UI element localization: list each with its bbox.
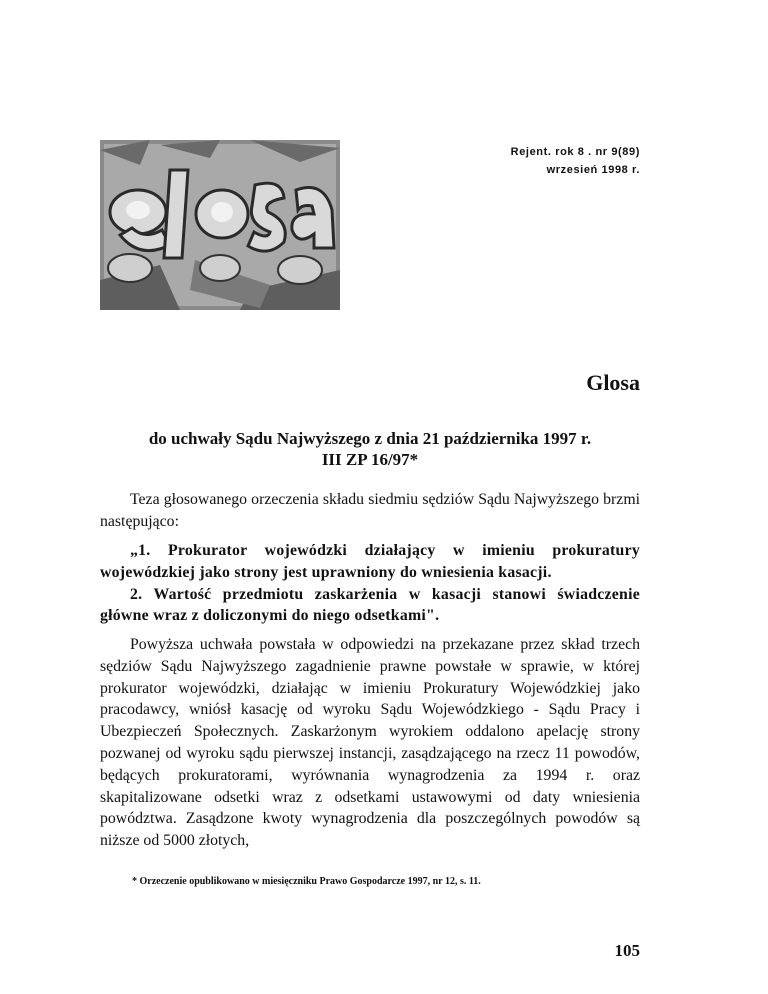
glosa-logo-image (100, 140, 340, 310)
page-number: 105 (614, 941, 640, 960)
journal-issue: Rejent. rok 8 . nr 9(89) (510, 146, 640, 158)
footnote: * Orzeczenie opublikowano w miesięczniku Prawo Gospodarcze 1997, nr 12, s. 11. (132, 876, 481, 887)
journal-date: wrzesień 1998 r. (546, 164, 640, 176)
intro-paragraph: Teza głosowanego orzeczenia składu siedmiu sędziów Sądu Najwyższego brzmi następująco: (100, 491, 640, 530)
thesis-point-1: „1. Prokurator wojewódzki działający w imieniu prokuratury wojewódzkiej jako strony jest uprawniony do wniesienia kasacji. (100, 542, 640, 581)
journal-info (511, 143, 640, 179)
thesis-block (100, 540, 640, 627)
intro-block (100, 489, 640, 533)
main-paragraph: Powyższa uchwała powstała w odpowiedzi na przekazane przez skład trzech sędziów Sądu Najwyższego zagadnienie prawne powstałe w sprawie, w której prokurator wojewódzki, działając w imieniu Prokuratury Wojewódzkiej jako pracodawcy, wniósł kasację od wyroku Sądu Wojewódzkiego - Sądu Pracy i Ubezpieczeń Społecznych. Zaskarżonym wyrokiem oddalono apelację strony pozwanej od wyroku sądu pierwszej instancji, zasądzającego na rzecz 11 powodów, będących prokuratorami, wyrównania wynagrodzenia za 1994 r. oraz skapitalizowane odsetki wraz z odsetkami ustawowymi od daty wniesienia powództwa. Zasądzone kwoty wynagrodzenia dla poszczególnych powodów są niższe od 5000 złotych, (100, 636, 640, 850)
subtitle-line-2: III ZP 16/97* (321, 450, 419, 469)
page-title: Glosa (586, 370, 640, 395)
thesis-point-2: 2. Wartość przedmiotu zaskarżenia w kasacji stanowi świadczenie główne wraz z doliczonymi do niego odsetkami". (100, 585, 640, 625)
subtitle (100, 428, 640, 470)
main-block (100, 634, 640, 852)
subtitle-line-1: do uchwały Sądu Najwyższego z dnia 21 października 1997 r. (148, 429, 592, 448)
glosa-logo (100, 140, 340, 310)
